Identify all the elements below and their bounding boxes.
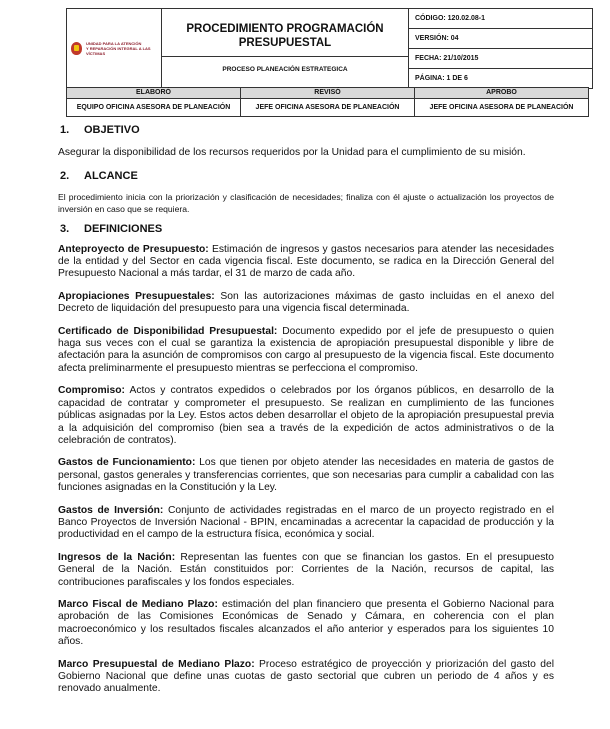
definition-text: Proceso estratégico de proyección y priorización del gasto del Gobierno Nacional que define unas cuotas de gasto sectorial que cubren un periodo de 4 años y es renovado anualmente. — [58, 658, 555, 695]
definition-paragraph — [58, 659, 554, 696]
definition-paragraph — [58, 505, 554, 542]
document-date: FECHA: 21/10/2015 — [409, 49, 592, 69]
definition-term: Ingresos de la Nación: — [58, 551, 176, 563]
definition-term: Marco Fiscal de Mediano Plazo: — [58, 598, 218, 610]
alcance-text: El procedimiento inicia con la priorización y clasificación de necesidades; finaliza con él ajuste o actualización los proyectos de inversión en caso que se requiera. — [58, 192, 554, 215]
sig-header-aprobo: APROBO — [415, 88, 589, 99]
definition-term: Gastos de Funcionamiento: — [58, 457, 196, 469]
title-cell — [162, 9, 409, 89]
process-name: PROCESO PLANEACIÓN ESTRATEGICA — [222, 65, 348, 73]
meta-cell — [409, 9, 593, 89]
sig-header-elaboro: ELABORÓ — [67, 88, 241, 99]
document-title: PROCEDIMIENTO PROGRAMACIÓN PRESUPUESTAL — [162, 16, 408, 57]
document-code: CÓDIGO: 120.02.08-1 — [409, 9, 592, 29]
definition-paragraph — [58, 244, 554, 281]
sig-value-elaboro: EQUIPO OFICINA ASESORA DE PLANEACIÓN — [67, 99, 241, 117]
document-version: VERSIÓN: 04 — [409, 29, 592, 49]
sig-value-aprobo: JEFE OFICINA ASESORA DE PLANEACIÓN — [415, 99, 589, 117]
header-table — [66, 8, 593, 89]
definition-paragraph — [58, 385, 554, 447]
section-heading-definiciones — [60, 223, 554, 235]
section-title: DEFINICIONES — [84, 223, 163, 236]
definition-text: estimación del plan financiero que presenta el Gobierno Nacional para aprobación de las Comisiones Económicas de Senado y Cámara, en coherencia con el plan macroeconómico y los resultados fiscales alcanzados el año anterior y esperados para los siguientes 10 años. — [58, 598, 554, 648]
definition-text: Son las autorizaciones máximas de gasto incluidas en el anexo del Decreto de liquidación del presupuesto para una vigencia fiscal determinada. — [58, 290, 555, 315]
definition-term: Apropiaciones Presupuestales: — [58, 290, 215, 302]
definition-term: Gastos de Inversión: — [58, 504, 164, 516]
definition-paragraph — [58, 291, 554, 316]
definition-text: Conjunto de actividades registradas en el marco de un proyecto registrado en el Banco Proyectos de Inversión Nacional - BPIN, encaminadas a acrecentar la capacidad de producción y la productividad en el campo de la estructura física, económica y social. — [58, 504, 555, 541]
objetivo-text: Asegurar la disponibilidad de los recursos requeridos por la Unidad para el cumplimiento de su misión. — [58, 147, 526, 159]
definition-term: Compromiso: — [58, 385, 125, 397]
section-number: 3. — [60, 223, 70, 236]
definition-text: Representan las fuentes con que se financian los gastos. En el presupuesto General de la Nación. Están constituidos por: Corrientes de la Nación, recursos de capital, las contribuciones parafiscales y los fondos especiales. — [58, 551, 554, 588]
logo-cell — [67, 9, 162, 89]
section-title: OBJETIVO — [84, 124, 140, 136]
logo-text-line-1: UNIDAD PARA LA ATENCIÓN — [86, 41, 142, 46]
page-number: PÁGINA: 1 DE 6 — [415, 75, 468, 82]
section-number: 2. — [60, 169, 70, 182]
definition-text: Actos y contratos expedidos o celebrados por los órganos públicos, en desarrollo de la capacidad de contratar y comprometer el presupuesto. Se realizan en cumplimiento de las funciones públicas asignadas por la Ley. Estos actos deben desarrollar el objeto de la apropiación presupuestal previa a la adquisición del compromiso (bien sea a través de la expedición de actos administrativos o de la celebración de contratos). — [58, 385, 554, 446]
logo-text-line-2: Y REPARACIÓN INTEGRAL A LAS VÍCTIMAS — [86, 46, 151, 56]
definition-term: Certificado de Disponibilidad Presupuestal: — [58, 325, 278, 337]
section-heading-objetivo — [60, 124, 554, 136]
signature-table — [66, 87, 589, 117]
document-body — [58, 124, 554, 696]
definition-text: Documento expedido por el jefe de presupuesto o quien haga sus veces con el cual se garantiza la existencia de apropiación presupuestal disponible y libre de afectación para la asunción de compromisos con cargo al presupuesto de la vigencia fiscal. Este documento afecta preliminarmente el presupuesto mientras se perfecciona el compromiso. — [58, 325, 554, 374]
coat-of-arms-icon — [71, 42, 82, 55]
definition-paragraph — [58, 599, 554, 649]
section-number: 1. — [60, 124, 70, 136]
definition-paragraph — [58, 326, 554, 376]
sig-value-reviso: JEFE OFICINA ASESORA DE PLANEACIÓN — [241, 99, 415, 117]
definition-term: Marco Presupuestal de Mediano Plazo: — [58, 658, 255, 670]
definition-term: Anteproyecto de Presupuesto: — [58, 243, 209, 255]
definition-text: Estimación de ingresos y gastos necesarios para atender las necesidades de la entidad y del Sector en cada vigencia fiscal. Este documento, se radica en la Dirección General del Presupuesto Nacional a más tardar, el 31 de marzo de cada año. — [58, 243, 554, 280]
definition-text: Los que tienen por objeto atender las necesidades en materia de gastos de personal, gastos generales y transferencias corrientes, que son necesarias para cumplir a cabalidad con las funciones asignadas en la Constitución y la Ley. — [58, 457, 554, 494]
entity-logo — [67, 41, 161, 56]
sig-header-reviso: REVISÓ — [241, 88, 415, 99]
section-heading-alcance — [60, 170, 554, 182]
section-title: ALCANCE — [84, 169, 138, 182]
definition-paragraph — [58, 552, 554, 589]
definition-paragraph — [58, 457, 554, 494]
